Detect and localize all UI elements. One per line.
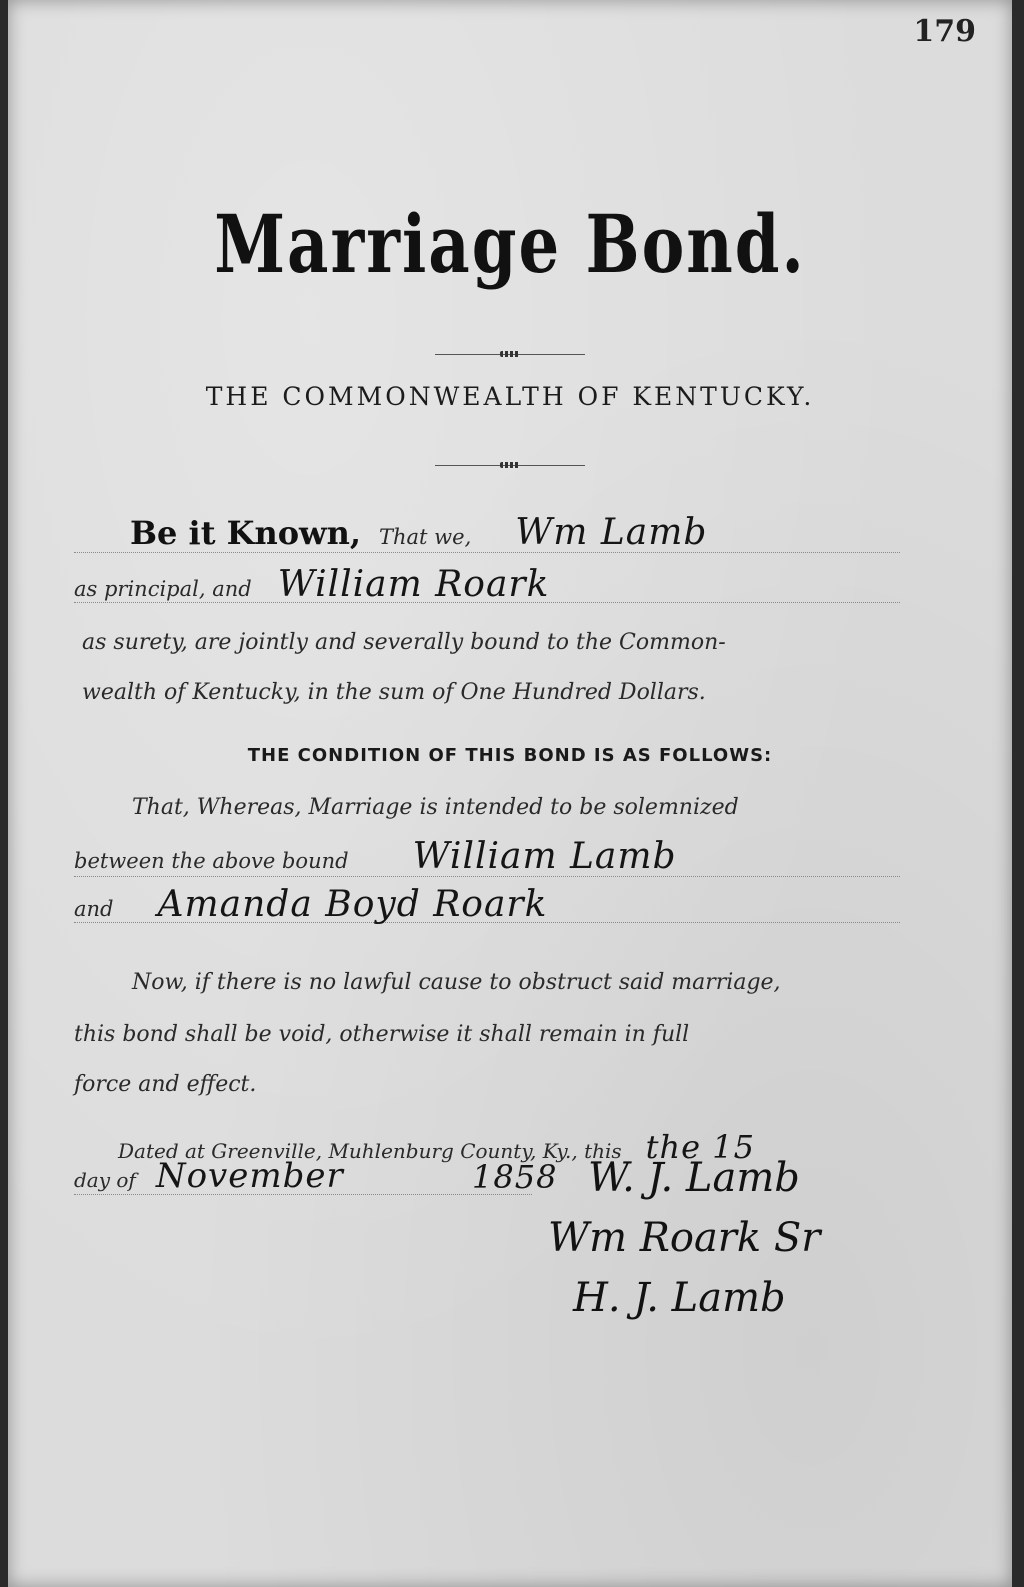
now-line-3: force and effect. [74,1072,257,1097]
that-we-text: That we, [379,525,472,549]
ornamental-rule-bottom [8,455,1012,471]
day-of-text: day of [74,1168,136,1192]
intro-line-1 [74,508,900,553]
between-text: between the above bound [74,849,349,873]
now-line-1: Now, if there is no lawful cause to obstruct said marriage, [132,970,781,995]
dated-year: 1858 [472,1158,558,1196]
intro-line-2 [74,558,900,603]
and-text: and [74,897,114,921]
now-line-2: this bond shall be void, otherwise it shall remain in full [74,1022,690,1047]
dated-month: November [155,1156,344,1196]
dated-day: the 15 [645,1128,755,1166]
groom-name: William Lamb [412,836,677,877]
be-it-known-label: Be it Known, [130,514,361,552]
signature-3: H. J. Lamb [573,1275,786,1321]
signature-2: Wm Roark Sr [548,1215,821,1261]
ornamental-rule-top [8,344,1012,360]
signature-1: W. J. Lamb [588,1155,800,1201]
condition-line-1: That, Whereas, Marriage is intended to be solemnized [132,795,739,820]
commonwealth-heading: THE COMMONWEALTH OF KENTUCKY. [205,382,815,411]
bride-name: Amanda Boyd Roark [157,884,548,925]
as-principal-text: as principal, and [74,577,252,601]
condition-heading: THE CONDITION OF THIS BOND IS AS FOLLOWS: [247,745,773,766]
dated-text: Dated at Greenville, Muhlenburg County, Ky., this [118,1139,622,1163]
principal-name: Wm Lamb [515,512,708,553]
page-number: 179 [913,14,976,49]
surety-text-line-1: as surety, are jointly and severally bound to the Common- [82,630,726,655]
marriage-bond-page [8,0,1012,1587]
surety-name: William Roark [277,564,550,605]
surety-text-line-2: wealth of Kentucky, in the sum of One Hundred Dollars. [82,680,706,705]
document-title: Marriage Bond. [214,198,806,292]
month-line [74,1150,532,1195]
groom-line [74,832,900,877]
bride-line [74,878,900,923]
